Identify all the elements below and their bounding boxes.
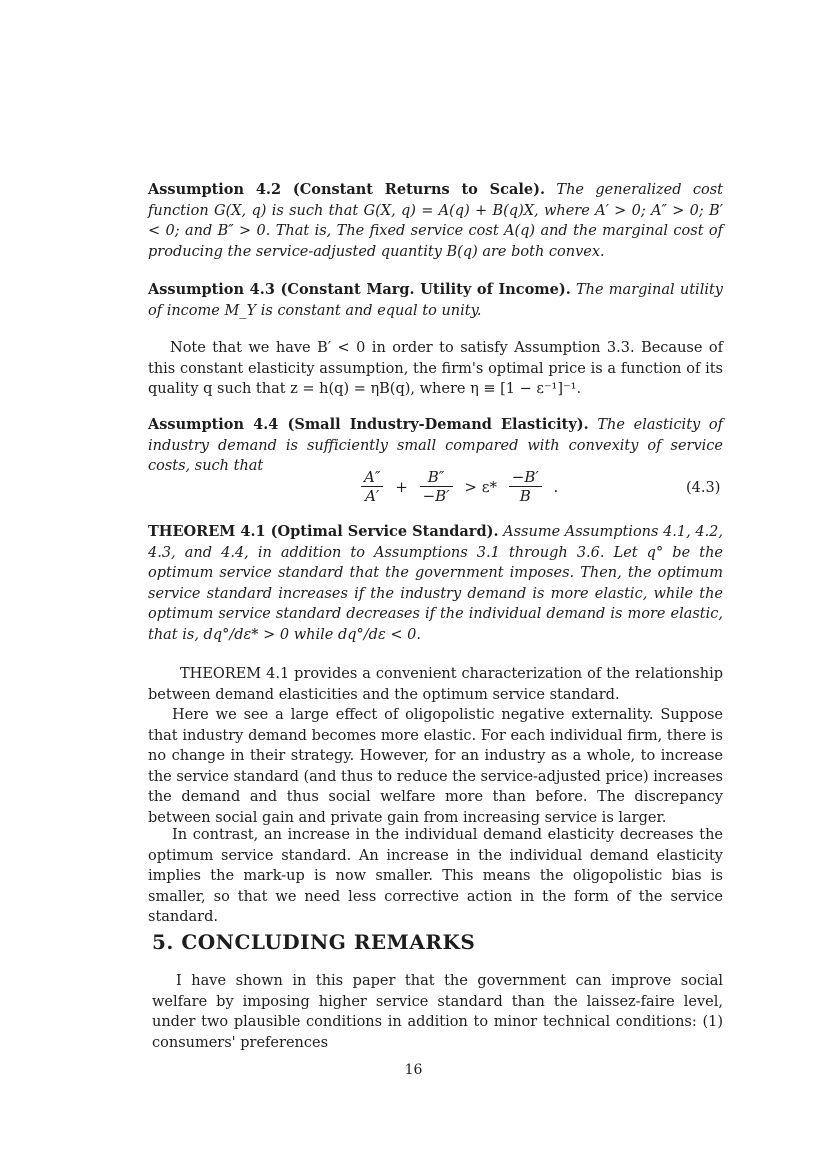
assumption-4-4-body: The elasticity of industry demand is sufficiently small compared with convexity of service costs, such that xyxy=(148,417,723,474)
fraction-b-denominator: −B′ xyxy=(422,487,450,505)
fraction-a-numerator: A″ xyxy=(361,468,383,487)
plus-sign: + xyxy=(395,477,408,496)
theorem-4-1-body: Assume Assumptions 4.1, 4.2, 4.3, and 4.4, in addition to Assumptions 3.1 through 3.6. Let q° be the optimum service standard that the government imposes. Then, the optimum service standard increases if the industry demand is more elastic, while the optimum service standard decreases if the individual demand is more elastic, that is, dq°/dε* > 0 while dq°/dε < 0. xyxy=(148,524,724,643)
fraction-c xyxy=(509,468,542,505)
paragraph-externality: Here we see a large effect of oligopolistic negative externality. Suppose that industry demand becomes more elastic. For each individual firm, there is no change in their strategy. However, for an industry as a whole, to increase the service standard (and thus to reduce the service-adjusted price) increases the demand and thus social welfare more than before. The discrepancy between social gain and private gain from increasing service is larger. xyxy=(148,707,723,826)
fraction-a xyxy=(361,468,383,505)
assumption-4-2-heading: Assumption 4.2 (Constant Returns to Scale). xyxy=(148,181,546,198)
fraction-b xyxy=(420,468,453,505)
assumption-4-3-body: The marginal utility of income M_Y is constant and equal to unity. xyxy=(148,282,723,319)
paragraph-theorem-characterization: THEOREM 4.1 provides a convenient characterization of the relationship between demand elasticities and the optimum service standard. xyxy=(148,666,723,703)
equation-number: (4.3) xyxy=(686,480,721,496)
page-number: 16 xyxy=(404,1062,423,1078)
assumption-4-2 xyxy=(148,180,723,262)
section-heading: 5. CONCLUDING REMARKS xyxy=(152,930,476,954)
fraction-b-numerator: B″ xyxy=(420,468,453,487)
theorem-4-1 xyxy=(148,522,723,645)
fraction-c-numerator: −B′ xyxy=(509,468,542,487)
assumption-4-4-heading: Assumption 4.4 (Small Industry-Demand Elasticity). xyxy=(148,416,589,433)
note-paragraph: Note that we have B′ < 0 in order to satisfy Assumption 3.3. Because of this constant elasticity assumption, the firm's optimal price is a function of its quality q such that z = h(q) = ηB(q), where η ≡ [1 − ε⁻¹]⁻¹. xyxy=(148,340,723,397)
equation-4-3 xyxy=(358,468,562,505)
theorem-4-1-heading: THEOREM 4.1 (Optimal Service Standard). xyxy=(148,523,499,540)
assumption-4-2-body: The generalized cost function G(X, q) is such that G(X, q) = A(q) + B(q)X, where A′ > 0; A″ > 0; B′ < 0; and B″ > 0. That is, The fixed service cost A(q) and the marginal cost of producing the service-adjusted quantity B(q) are both convex. xyxy=(148,182,724,260)
concluding-paragraph: I have shown in this paper that the government can improve social welfare by imposing higher service standard than the laissez-faire level, under two plausible conditions in addition to minor technical conditions: (1) consumers' preferences xyxy=(152,973,723,1051)
equation-period: . xyxy=(553,477,559,496)
assumption-4-3-heading: Assumption 4.3 (Constant Marg. Utility of Income). xyxy=(148,281,571,298)
greater-than-epsilon: > ε* xyxy=(464,477,497,496)
fraction-a-denominator: A′ xyxy=(365,487,380,505)
fraction-c-denominator: B xyxy=(519,487,531,505)
assumption-4-3 xyxy=(148,280,723,321)
paragraph-individual-elasticity: In contrast, an increase in the individual demand elasticity decreases the optimum service standard. An increase in the individual demand elasticity implies the mark-up is now smaller. This means the oligopolistic bias is smaller, so that we need less corrective action in the form of the service standard. xyxy=(148,827,723,925)
